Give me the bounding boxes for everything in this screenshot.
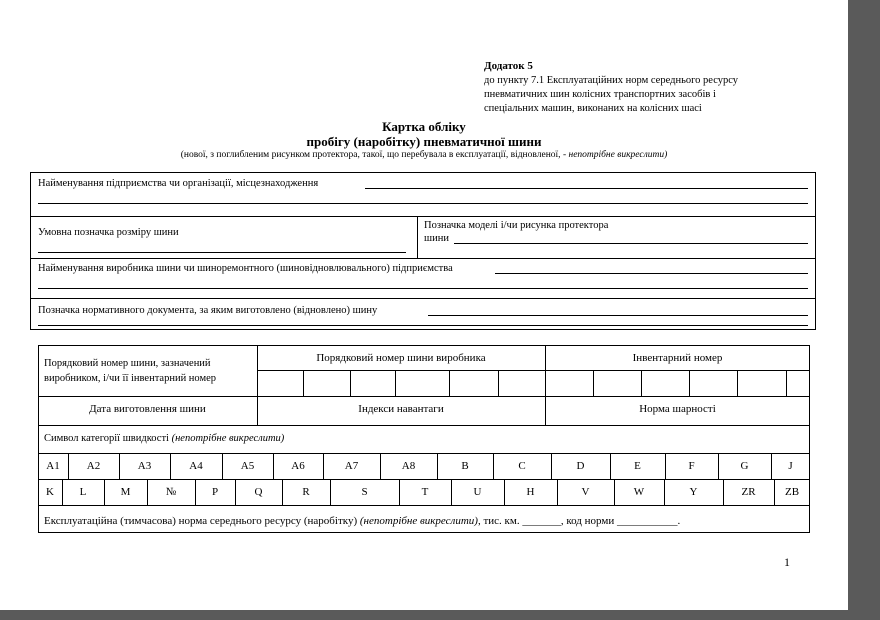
divider xyxy=(38,425,810,426)
enterprise-label: Найменування підприємства чи організації, місцезнаходження xyxy=(38,178,319,189)
divider xyxy=(38,505,810,506)
speed-symbol-cell[interactable]: F xyxy=(688,460,695,472)
speed-symbol-cell[interactable]: ZR xyxy=(741,486,756,498)
speed-symbol-cell[interactable]: Q xyxy=(254,486,263,498)
model-field-line[interactable] xyxy=(454,243,808,244)
speed-symbol-cell[interactable]: A4 xyxy=(189,460,203,472)
manufacturer-field-line[interactable] xyxy=(495,273,808,274)
speed-symbol-cell[interactable]: A5 xyxy=(240,460,255,472)
speed-symbol-cell[interactable]: A6 xyxy=(291,460,305,472)
normdoc-field-line[interactable] xyxy=(428,315,808,316)
speed-symbol-cell[interactable]: № xyxy=(165,486,177,498)
digit-box-divider xyxy=(689,370,690,396)
serial-label: Порядковий номер шини, зазначений xyxy=(44,358,211,369)
serial-label-2: виробником, і/чи її інвентарний номер xyxy=(44,373,217,384)
appendix-ref-line-1: до пункту 7.1 Експлуатаційних норм середнього ресурсу xyxy=(484,75,738,86)
speed-symbol-cell[interactable]: T xyxy=(421,486,429,498)
normdoc-field-line-2[interactable] xyxy=(38,325,808,326)
ply-rating-label: Норма шарності xyxy=(639,403,716,415)
norm-label xyxy=(44,515,680,527)
norm-code-text: , тис. км. _______, код норми ___________. xyxy=(477,515,681,527)
enterprise-field-line-2[interactable] xyxy=(38,203,808,204)
speed-symbol-label xyxy=(44,433,284,445)
speed-symbol-cell[interactable]: W xyxy=(633,486,645,498)
speed-symbol-cell[interactable]: R xyxy=(302,486,310,498)
speed-symbol-cell[interactable]: S xyxy=(361,486,368,498)
norm-text: Експлуатаційна (тимчасова) норма середнього ресурсу (наробітку) xyxy=(44,515,358,527)
speed-symbol-cell[interactable]: ZB xyxy=(784,486,800,498)
digit-box-divider xyxy=(641,370,642,396)
speed-symbol-cell[interactable]: U xyxy=(473,486,482,498)
speed-symbol-cell[interactable]: J xyxy=(788,460,793,472)
size-label: Умовна позначка розміру шини xyxy=(38,227,179,238)
divider xyxy=(38,396,810,397)
speed-symbol-cell[interactable]: G xyxy=(740,460,749,472)
norm-note: (непотрібне викреслити) xyxy=(359,515,478,527)
speed-symbol-cell[interactable]: A3 xyxy=(137,460,152,472)
digit-box-divider xyxy=(737,370,738,396)
speed-symbol-cell[interactable]: P xyxy=(211,486,219,498)
appendix-ref-line-3: спеціальних машин, виконаних на колісних шасі xyxy=(484,103,702,114)
digit-box-divider xyxy=(350,370,351,396)
digit-box-divider xyxy=(498,370,499,396)
manufacturer-label: Найменування виробника шини чи шиноремонтного (шиновідновлювального) підприємства xyxy=(38,263,453,274)
size-field-line[interactable] xyxy=(38,252,406,253)
normdoc-label: Позначка нормативного документа, за яким виготовлено (відновлено) шину xyxy=(38,305,378,316)
enterprise-field-line[interactable] xyxy=(365,188,808,189)
appendix-ref-line-2: пневматичних шин колісних транспортних засобів і xyxy=(484,89,716,100)
page-number: 1 xyxy=(784,555,790,569)
speed-symbol-note: (непотрібне викреслити) xyxy=(171,433,285,444)
appendix-title: Додаток 5 xyxy=(484,60,533,72)
divider xyxy=(38,479,810,480)
speed-symbol-cell[interactable]: M xyxy=(120,486,131,498)
manufacturer-field-line-2[interactable] xyxy=(38,288,808,289)
speed-symbol-cell[interactable]: B xyxy=(461,460,469,472)
card-title: Картка обліку xyxy=(382,119,466,134)
model-label: Позначка моделі і/чи рисунка протектора xyxy=(424,220,609,231)
speed-symbol-cell[interactable]: D xyxy=(576,460,585,472)
speed-symbol-cell[interactable]: K xyxy=(46,486,54,498)
subtitle-text: (нової, з поглибленим рисунком протектора, такої, що перебувала в експлуатації, відновленої, xyxy=(180,150,561,160)
speed-symbol-cell[interactable]: A7 xyxy=(344,460,359,472)
speed-symbol-cell[interactable]: L xyxy=(79,486,87,498)
speed-symbol-cell[interactable]: A8 xyxy=(401,460,416,472)
speed-symbol-cell[interactable]: A1 xyxy=(46,460,60,472)
speed-symbol-cell[interactable]: E xyxy=(634,460,641,472)
digit-box-divider xyxy=(593,370,594,396)
card-subtitle xyxy=(0,150,848,160)
speed-symbol-cell[interactable]: H xyxy=(526,486,535,498)
speed-symbol-cell[interactable]: C xyxy=(518,460,526,472)
divider xyxy=(417,216,418,258)
digit-box-divider xyxy=(303,370,304,396)
model-label-2: шини xyxy=(424,233,449,244)
divider xyxy=(257,370,810,371)
speed-symbol-cell[interactable]: V xyxy=(581,486,590,498)
manufacturer-serial-header: Порядковий номер шини виробника xyxy=(316,352,486,364)
speed-symbol-cell[interactable]: Y xyxy=(689,486,698,498)
divider xyxy=(30,258,816,259)
inventory-number-header: Інвентарний номер xyxy=(632,352,723,364)
card-title-line2: пробігу (наробітку) пневматичної шини xyxy=(306,134,542,149)
manufacture-date-label: Дата виготовлення шини xyxy=(89,403,206,415)
digit-box-divider xyxy=(449,370,450,396)
divider xyxy=(30,216,816,217)
speed-symbol-text: Символ категорії швидкості xyxy=(44,433,169,444)
divider xyxy=(38,453,810,454)
subtitle-italic-note: - непотрібне викреслити) xyxy=(562,150,668,160)
speed-symbol-cell[interactable]: A2 xyxy=(86,460,101,472)
load-indices-label: Індекси навантаги xyxy=(358,403,444,415)
digit-box-divider xyxy=(786,370,787,396)
divider xyxy=(30,298,816,299)
digit-box-divider xyxy=(395,370,396,396)
